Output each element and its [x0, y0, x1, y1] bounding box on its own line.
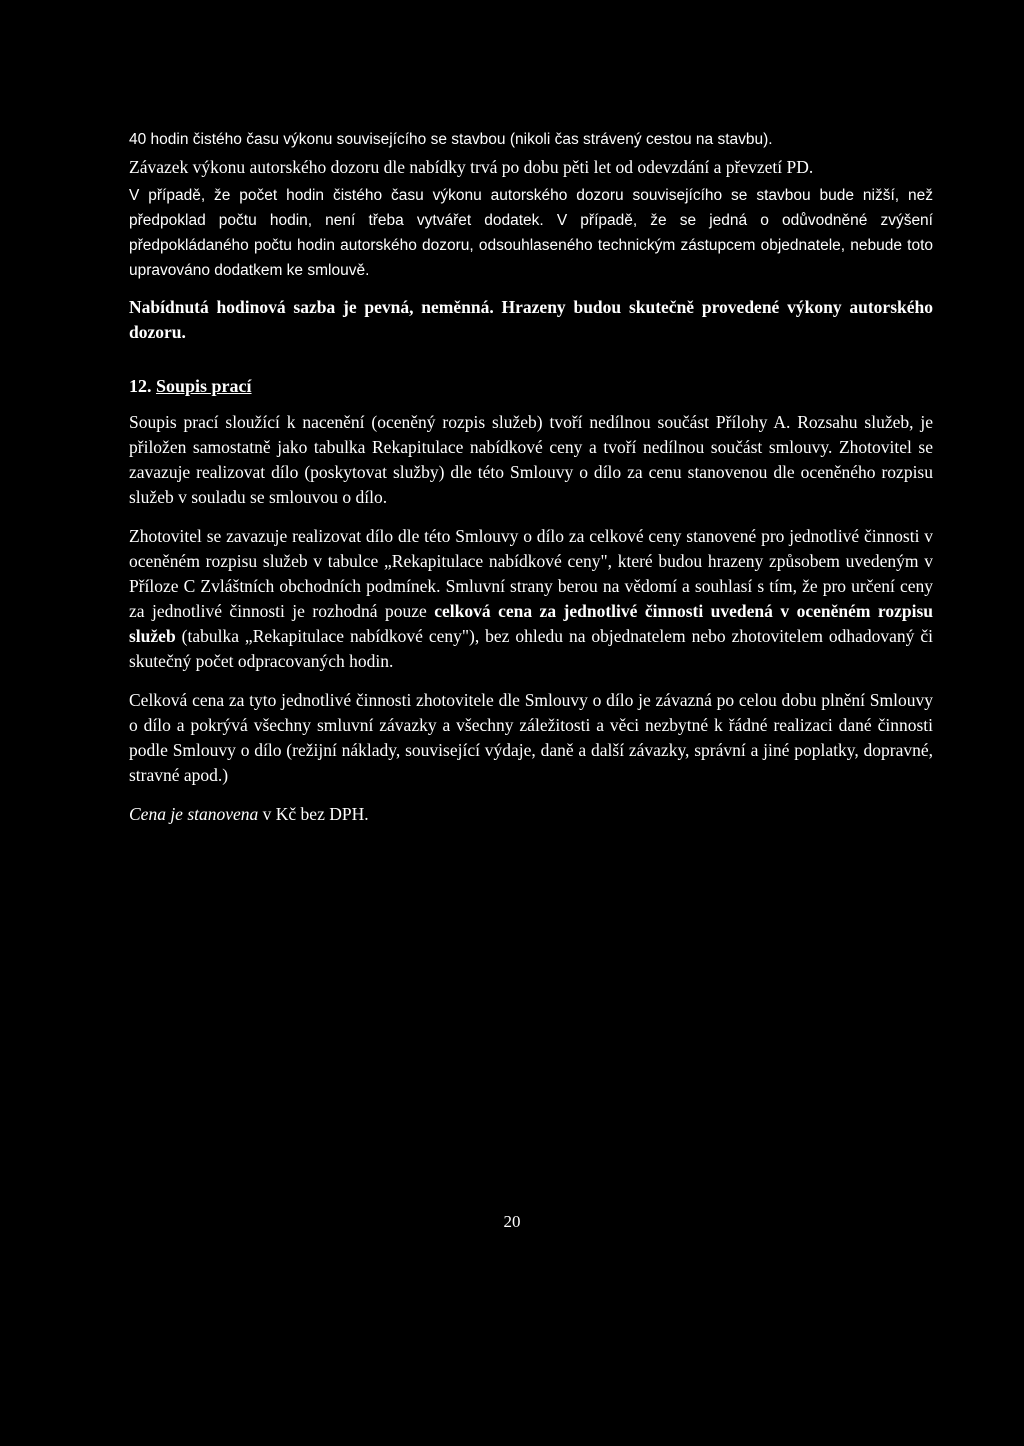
paragraph-currency [129, 802, 933, 827]
fixed-rate-statement: Nabídnutá hodinová sazba je pevná, neměnná. [129, 297, 494, 317]
currency-lead: Cena je stanovena [129, 804, 259, 824]
paid-actual-work-statement: Hrazeny budou skutečně provedené výkony autorského dozoru. [129, 297, 933, 342]
paragraph-total-price [129, 524, 933, 674]
total-price-text-end: (tabulka „Rekapitulace nabídkové ceny"), bez ohledu na objednatelem nebo zhotovitelem odhadovaný či skutečný počet odpracovaných hodin. [129, 626, 933, 671]
section-12-heading [129, 374, 252, 399]
paragraph-binding-price: Celková cena za tyto jednotlivé činnosti zhotovitele dle Smlouvy o dílo je závazná po celou dobu plnění Smlouvy o dílo a pokrývá všechny smluvní závazky a všechny záležitosti a věci nezbytné k řádné realizaci dané činnosti podle Smlouvy o dílo (režijní náklady, související výdaje, daně a další závazky, správní a jiné poplatky, dopravné, stravné apod.) [129, 690, 933, 785]
section-number: 12. [129, 376, 152, 396]
paragraph-fixed-rate [129, 295, 933, 345]
section-12-body [129, 410, 933, 827]
section-title: Soupis prací [156, 376, 252, 396]
paragraph-work-list: Soupis prací sloužící k nacenění (oceněný rozpis služeb) tvoří nedílnou součást Přílohy A. Rozsahu služeb, je přiložen samostatně jako tabulka Rekapitulace nabídkové ceny a tvoří nedílnou součást smlouvy. Zhotovitel se zavazuje realizovat dílo (poskytovat služby) dle této Smlouvy o dílo za cenu stanovenou dle oceněného rozpisu služeb v souladu se smlouvou o dílo. [129, 412, 933, 507]
page-number: 20 [503, 1212, 521, 1231]
paragraph-supervision-duration: Závazek výkonu autorského dozoru dle nabídky trvá po dobu pěti let od odevzdání a převzetí PD. [129, 157, 814, 177]
total-price-emphasis: celková cena za jednotlivé činnosti uvedená v oceněném rozpisu služeb [129, 601, 934, 646]
paragraph-hours-adjustment [129, 183, 933, 283]
section-11-tail [129, 127, 933, 345]
total-price-text: Zhotovitel se zavazuje realizovat dílo dle této Smlouvy o dílo za celkové ceny stanovené pro jednotlivé činnosti v oceněném rozpisu služeb v tabulce „Rekapitulace nabídkové ceny", které budou hrazeny způsobem uvedeným v Příloze C Zvláštních obchodních podmínek. Smluvní strany berou na vědomí a souhlasí s tím, že pro určení ceny za jednotlivé činnosti je rozhodná pouze [129, 526, 933, 621]
paragraph-hours-increase: V případě, že se jedná o odůvodněné zvýšení předpokládaného počtu hodin autorského dozoru, odsouhlaseného technickým zástupcem objednatele, nebude toto upravováno dodatkem ke smlouvě. [129, 212, 933, 279]
paragraph-hours-lower: V případě, že počet hodin čistého času výkonu autorského dozoru souvisejícího se stavbou bude nižší, než předpoklad počtu hodin, není třeba vytvářet dodatek. [129, 187, 933, 229]
currency-tail: v Kč bez DPH. [262, 804, 369, 824]
paragraph-40-hours: 40 hodin čistého času výkonu souvisejícího se stavbou (nikoli čas strávený cestou na stavbu). [129, 131, 773, 148]
